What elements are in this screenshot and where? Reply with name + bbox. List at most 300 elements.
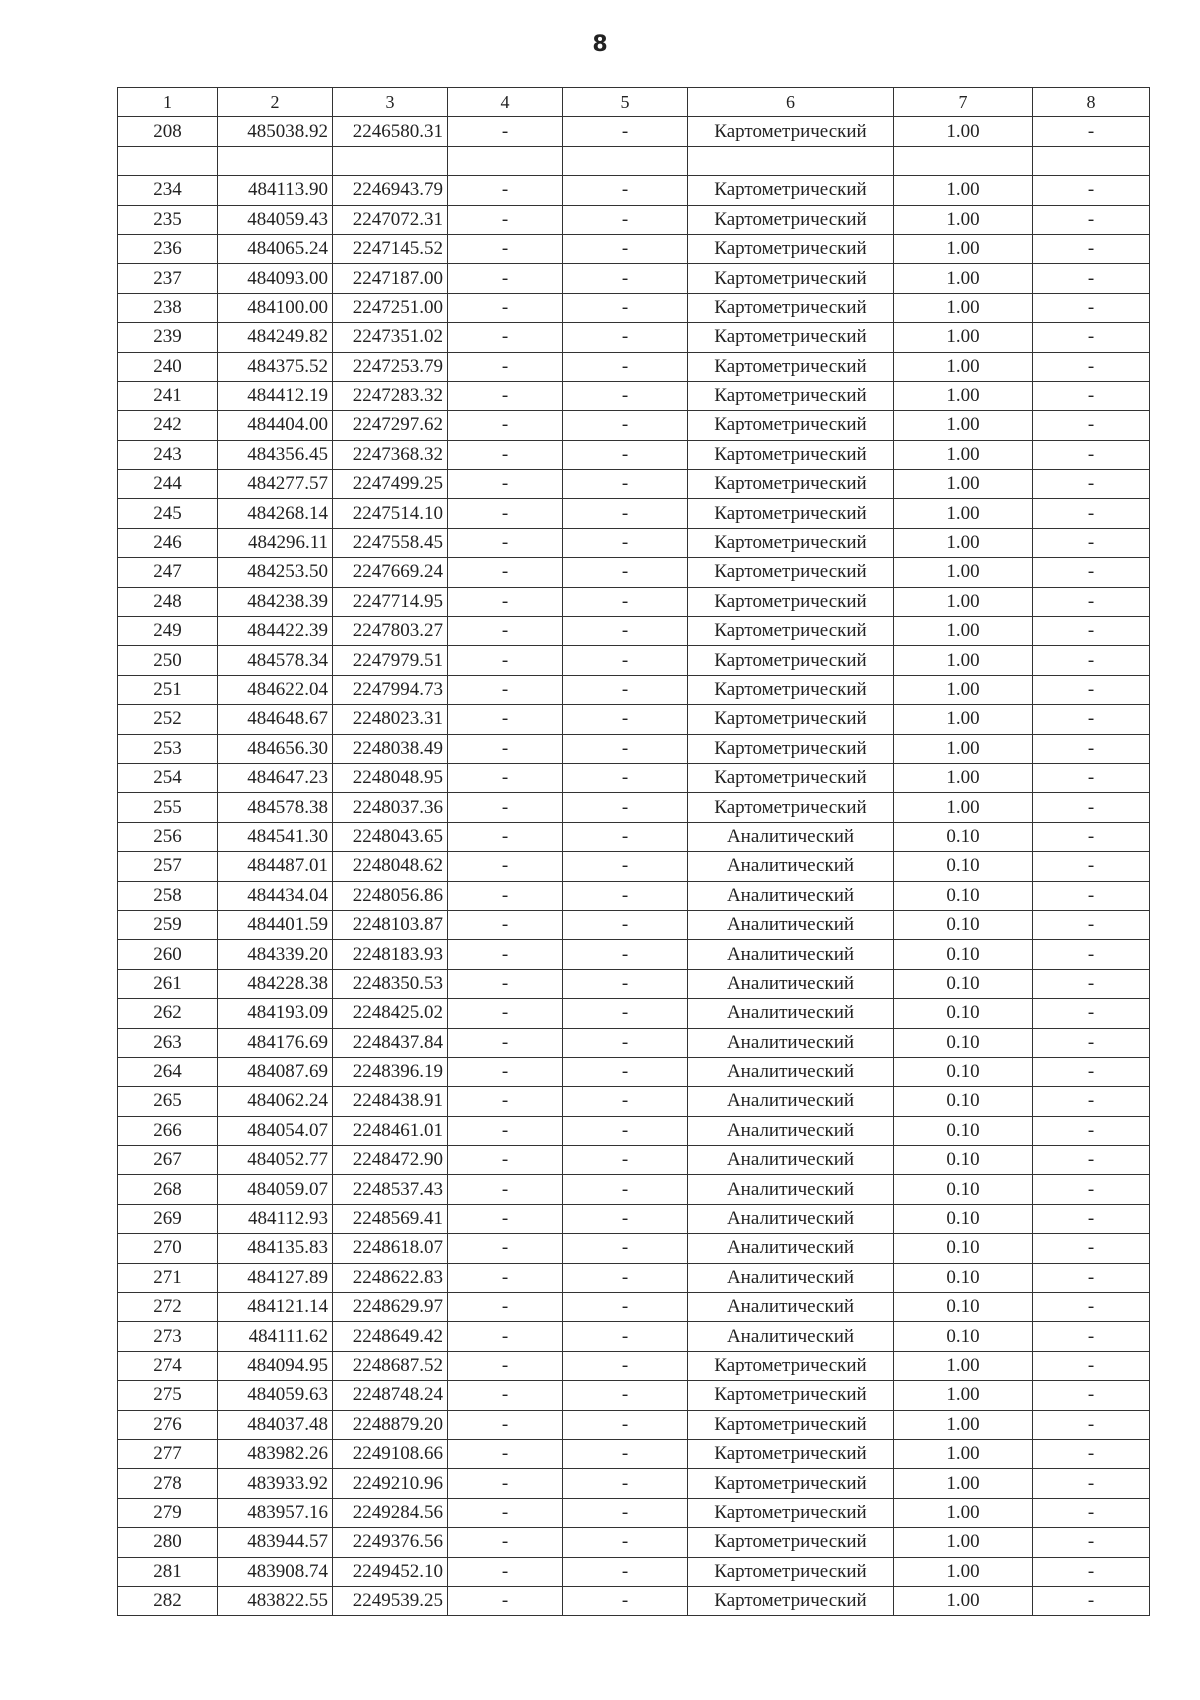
col4-cell: -	[448, 1057, 563, 1086]
point-number-cell: 276	[118, 1410, 218, 1439]
col8-cell: -	[1033, 1410, 1150, 1439]
table-row	[118, 1351, 1150, 1380]
accuracy-cell: 1.00	[894, 617, 1033, 646]
point-number-cell: 249	[118, 617, 218, 646]
accuracy-cell: 1.00	[894, 293, 1033, 322]
point-number-cell: 282	[118, 1586, 218, 1615]
method-cell: Аналитический	[688, 1263, 894, 1292]
method-cell: Картометрический	[688, 499, 894, 528]
y-coordinate-cell: 2247558.45	[333, 528, 448, 557]
table-row	[118, 499, 1150, 528]
accuracy-cell: 0.10	[894, 940, 1033, 969]
col4-cell: -	[448, 264, 563, 293]
x-coordinate-cell: 484059.63	[218, 1381, 333, 1410]
col5-cell: -	[563, 999, 688, 1028]
x-coordinate-cell: 484422.39	[218, 617, 333, 646]
table-row	[118, 1057, 1150, 1086]
col4-cell: -	[448, 705, 563, 734]
col8-cell: -	[1033, 293, 1150, 322]
col8-cell: -	[1033, 528, 1150, 557]
table-row	[118, 411, 1150, 440]
point-number-cell: 281	[118, 1557, 218, 1586]
col4-cell: -	[448, 1116, 563, 1145]
x-coordinate-cell: 484401.59	[218, 910, 333, 939]
y-coordinate-cell: 2248043.65	[333, 822, 448, 851]
method-cell: Картометрический	[688, 470, 894, 499]
col8-cell: -	[1033, 705, 1150, 734]
col8-cell: -	[1033, 205, 1150, 234]
col8-cell: -	[1033, 1263, 1150, 1292]
col8-cell: -	[1033, 234, 1150, 263]
x-coordinate-cell: 484100.00	[218, 293, 333, 322]
accuracy-cell: 1.00	[894, 234, 1033, 263]
col5-cell: -	[563, 1381, 688, 1410]
col5-cell	[563, 146, 688, 175]
table-row	[118, 146, 1150, 175]
col5-cell: -	[563, 1557, 688, 1586]
point-number-cell: 266	[118, 1116, 218, 1145]
col5-cell: -	[563, 763, 688, 792]
col8-cell: -	[1033, 1234, 1150, 1263]
accuracy-cell: 1.00	[894, 1439, 1033, 1468]
col4-cell: -	[448, 1087, 563, 1116]
x-coordinate-cell: 484404.00	[218, 411, 333, 440]
col8-cell: -	[1033, 117, 1150, 146]
x-coordinate-cell: 484112.93	[218, 1204, 333, 1233]
col4-cell: -	[448, 1410, 563, 1439]
x-coordinate-cell: 483957.16	[218, 1498, 333, 1527]
accuracy-cell: 1.00	[894, 1469, 1033, 1498]
col4-cell: -	[448, 1439, 563, 1468]
method-cell: Картометрический	[688, 1351, 894, 1380]
point-number-cell: 277	[118, 1439, 218, 1468]
x-coordinate-cell: 484434.04	[218, 881, 333, 910]
col4-cell: -	[448, 734, 563, 763]
point-number-cell: 262	[118, 999, 218, 1028]
col4-cell: -	[448, 234, 563, 263]
method-cell: Картометрический	[688, 617, 894, 646]
x-coordinate-cell: 484412.19	[218, 381, 333, 410]
accuracy-cell: 0.10	[894, 1322, 1033, 1351]
accuracy-cell: 1.00	[894, 528, 1033, 557]
table-row	[118, 734, 1150, 763]
col8-cell: -	[1033, 411, 1150, 440]
table-row	[118, 381, 1150, 410]
col4-cell: -	[448, 881, 563, 910]
point-number-cell: 257	[118, 852, 218, 881]
table-row	[118, 323, 1150, 352]
col4-cell: -	[448, 528, 563, 557]
col5-cell: -	[563, 323, 688, 352]
method-cell: Аналитический	[688, 1116, 894, 1145]
y-coordinate-cell: 2248023.31	[333, 705, 448, 734]
col8-cell: -	[1033, 1586, 1150, 1615]
column-header: 8	[1033, 88, 1150, 117]
x-coordinate-cell: 484356.45	[218, 440, 333, 469]
method-cell: Картометрический	[688, 440, 894, 469]
point-number-cell: 255	[118, 793, 218, 822]
col4-cell: -	[448, 117, 563, 146]
table-row	[118, 1234, 1150, 1263]
y-coordinate-cell: 2247499.25	[333, 470, 448, 499]
x-coordinate-cell: 484087.69	[218, 1057, 333, 1086]
col8-cell: -	[1033, 910, 1150, 939]
method-cell: Картометрический	[688, 763, 894, 792]
method-cell: Аналитический	[688, 969, 894, 998]
y-coordinate-cell: 2247979.51	[333, 646, 448, 675]
accuracy-cell: 0.10	[894, 1234, 1033, 1263]
col4-cell: -	[448, 999, 563, 1028]
x-coordinate-cell: 484578.34	[218, 646, 333, 675]
table-row	[118, 822, 1150, 851]
table-row	[118, 793, 1150, 822]
col8-cell: -	[1033, 1146, 1150, 1175]
point-number-cell: 263	[118, 1028, 218, 1057]
table-header-row	[118, 88, 1150, 117]
col8-cell: -	[1033, 881, 1150, 910]
col8-cell	[1033, 146, 1150, 175]
col5-cell: -	[563, 1175, 688, 1204]
column-header: 2	[218, 88, 333, 117]
col5-cell: -	[563, 1469, 688, 1498]
point-number-cell: 241	[118, 381, 218, 410]
y-coordinate-cell: 2249108.66	[333, 1439, 448, 1468]
table-row	[118, 940, 1150, 969]
col5-cell: -	[563, 793, 688, 822]
table-row	[118, 1557, 1150, 1586]
y-coordinate-cell: 2248537.43	[333, 1175, 448, 1204]
accuracy-cell: 0.10	[894, 999, 1033, 1028]
accuracy-cell: 1.00	[894, 176, 1033, 205]
point-number-cell: 251	[118, 675, 218, 704]
col5-cell: -	[563, 1116, 688, 1145]
x-coordinate-cell: 484193.09	[218, 999, 333, 1028]
point-number-cell: 270	[118, 1234, 218, 1263]
column-header: 7	[894, 88, 1033, 117]
y-coordinate-cell: 2247994.73	[333, 675, 448, 704]
point-number-cell: 261	[118, 969, 218, 998]
y-coordinate-cell: 2247803.27	[333, 617, 448, 646]
y-coordinate-cell: 2247145.52	[333, 234, 448, 263]
col5-cell: -	[563, 1263, 688, 1292]
x-coordinate-cell: 484541.30	[218, 822, 333, 851]
method-cell: Картометрический	[688, 734, 894, 763]
col5-cell: -	[563, 734, 688, 763]
x-coordinate-cell: 483944.57	[218, 1528, 333, 1557]
y-coordinate-cell: 2247351.02	[333, 323, 448, 352]
accuracy-cell: 0.10	[894, 1087, 1033, 1116]
col5-cell: -	[563, 1146, 688, 1175]
col8-cell: -	[1033, 822, 1150, 851]
col4-cell: -	[448, 1381, 563, 1410]
method-cell: Картометрический	[688, 352, 894, 381]
col8-cell: -	[1033, 1498, 1150, 1527]
accuracy-cell: 1.00	[894, 117, 1033, 146]
coordinates-table	[117, 87, 1150, 1616]
col5-cell: -	[563, 528, 688, 557]
col5-cell: -	[563, 881, 688, 910]
y-coordinate-cell: 2248183.93	[333, 940, 448, 969]
x-coordinate-cell: 484253.50	[218, 558, 333, 587]
table-row	[118, 587, 1150, 616]
col5-cell: -	[563, 705, 688, 734]
table-row	[118, 470, 1150, 499]
accuracy-cell: 1.00	[894, 411, 1033, 440]
col5-cell: -	[563, 1498, 688, 1527]
accuracy-cell: 0.10	[894, 881, 1033, 910]
col4-cell: -	[448, 1204, 563, 1233]
point-number-cell: 235	[118, 205, 218, 234]
x-coordinate-cell: 484062.24	[218, 1087, 333, 1116]
method-cell: Картометрический	[688, 117, 894, 146]
col5-cell: -	[563, 822, 688, 851]
table-row	[118, 1204, 1150, 1233]
accuracy-cell: 0.10	[894, 1146, 1033, 1175]
table-row	[118, 705, 1150, 734]
accuracy-cell: 0.10	[894, 1116, 1033, 1145]
col4-cell: -	[448, 675, 563, 704]
col5-cell: -	[563, 1028, 688, 1057]
y-coordinate-cell: 2247514.10	[333, 499, 448, 528]
x-coordinate-cell: 484059.43	[218, 205, 333, 234]
y-coordinate-cell: 2248048.62	[333, 852, 448, 881]
col8-cell: -	[1033, 499, 1150, 528]
table-row	[118, 1322, 1150, 1351]
col4-cell: -	[448, 617, 563, 646]
accuracy-cell: 0.10	[894, 1057, 1033, 1086]
col4-cell: -	[448, 440, 563, 469]
accuracy-cell: 1.00	[894, 352, 1033, 381]
col5-cell: -	[563, 1234, 688, 1263]
method-cell: Аналитический	[688, 1057, 894, 1086]
col4-cell: -	[448, 381, 563, 410]
accuracy-cell: 1.00	[894, 1498, 1033, 1527]
point-number-cell	[118, 146, 218, 175]
y-coordinate-cell: 2248056.86	[333, 881, 448, 910]
col8-cell: -	[1033, 1293, 1150, 1322]
table-row	[118, 969, 1150, 998]
x-coordinate-cell: 484647.23	[218, 763, 333, 792]
col8-cell: -	[1033, 1528, 1150, 1557]
table-row	[118, 264, 1150, 293]
col5-cell: -	[563, 1586, 688, 1615]
col8-cell: -	[1033, 1351, 1150, 1380]
col4-cell: -	[448, 499, 563, 528]
x-coordinate-cell: 484238.39	[218, 587, 333, 616]
col5-cell: -	[563, 617, 688, 646]
table-row	[118, 1498, 1150, 1527]
col5-cell: -	[563, 587, 688, 616]
table-row	[118, 1293, 1150, 1322]
accuracy-cell: 1.00	[894, 470, 1033, 499]
col4-cell: -	[448, 793, 563, 822]
column-header: 1	[118, 88, 218, 117]
y-coordinate-cell: 2248438.91	[333, 1087, 448, 1116]
x-coordinate-cell: 484059.07	[218, 1175, 333, 1204]
point-number-cell: 280	[118, 1528, 218, 1557]
col4-cell: -	[448, 293, 563, 322]
method-cell: Картометрический	[688, 793, 894, 822]
col4-cell: -	[448, 411, 563, 440]
point-number-cell: 268	[118, 1175, 218, 1204]
accuracy-cell: 1.00	[894, 1528, 1033, 1557]
table-row	[118, 293, 1150, 322]
col5-cell: -	[563, 234, 688, 263]
y-coordinate-cell: 2249539.25	[333, 1586, 448, 1615]
col8-cell: -	[1033, 617, 1150, 646]
table-row	[118, 1586, 1150, 1615]
y-coordinate-cell: 2248748.24	[333, 1381, 448, 1410]
accuracy-cell: 0.10	[894, 1175, 1033, 1204]
y-coordinate-cell: 2249284.56	[333, 1498, 448, 1527]
accuracy-cell: 0.10	[894, 822, 1033, 851]
point-number-cell: 279	[118, 1498, 218, 1527]
accuracy-cell: 0.10	[894, 969, 1033, 998]
x-coordinate-cell: 484268.14	[218, 499, 333, 528]
table-row	[118, 234, 1150, 263]
method-cell: Картометрический	[688, 205, 894, 234]
method-cell: Аналитический	[688, 1028, 894, 1057]
point-number-cell: 269	[118, 1204, 218, 1233]
point-number-cell: 250	[118, 646, 218, 675]
point-number-cell: 248	[118, 587, 218, 616]
x-coordinate-cell: 484135.83	[218, 1234, 333, 1263]
y-coordinate-cell: 2248461.01	[333, 1116, 448, 1145]
col4-cell: -	[448, 1263, 563, 1292]
table-row	[118, 528, 1150, 557]
point-number-cell: 272	[118, 1293, 218, 1322]
col8-cell: -	[1033, 1439, 1150, 1468]
col4-cell: -	[448, 1528, 563, 1557]
col5-cell: -	[563, 852, 688, 881]
method-cell: Аналитический	[688, 1204, 894, 1233]
accuracy-cell: 1.00	[894, 587, 1033, 616]
point-number-cell: 258	[118, 881, 218, 910]
point-number-cell: 273	[118, 1322, 218, 1351]
x-coordinate-cell: 485038.92	[218, 117, 333, 146]
point-number-cell: 234	[118, 176, 218, 205]
col5-cell: -	[563, 352, 688, 381]
table-row	[118, 558, 1150, 587]
col8-cell: -	[1033, 352, 1150, 381]
table-row	[118, 352, 1150, 381]
x-coordinate-cell	[218, 146, 333, 175]
x-coordinate-cell: 484296.11	[218, 528, 333, 557]
x-coordinate-cell: 484052.77	[218, 1146, 333, 1175]
col5-cell: -	[563, 1410, 688, 1439]
col5-cell: -	[563, 499, 688, 528]
point-number-cell: 278	[118, 1469, 218, 1498]
col4-cell: -	[448, 940, 563, 969]
accuracy-cell: 1.00	[894, 1557, 1033, 1586]
col5-cell: -	[563, 1322, 688, 1351]
accuracy-cell: 1.00	[894, 558, 1033, 587]
method-cell: Картометрический	[688, 323, 894, 352]
point-number-cell: 236	[118, 234, 218, 263]
method-cell: Картометрический	[688, 558, 894, 587]
table-row	[118, 881, 1150, 910]
x-coordinate-cell: 483822.55	[218, 1586, 333, 1615]
x-coordinate-cell: 483933.92	[218, 1469, 333, 1498]
point-number-cell: 274	[118, 1351, 218, 1380]
point-number-cell: 245	[118, 499, 218, 528]
table-row	[118, 1028, 1150, 1057]
y-coordinate-cell: 2248350.53	[333, 969, 448, 998]
table-row	[118, 646, 1150, 675]
method-cell: Картометрический	[688, 1439, 894, 1468]
col4-cell: -	[448, 910, 563, 939]
col5-cell: -	[563, 381, 688, 410]
accuracy-cell: 1.00	[894, 1381, 1033, 1410]
y-coordinate-cell: 2249452.10	[333, 1557, 448, 1586]
x-coordinate-cell: 484113.90	[218, 176, 333, 205]
method-cell: Картометрический	[688, 646, 894, 675]
method-cell: Картометрический	[688, 1469, 894, 1498]
method-cell: Аналитический	[688, 1087, 894, 1116]
accuracy-cell: 1.00	[894, 1410, 1033, 1439]
y-coordinate-cell: 2247669.24	[333, 558, 448, 587]
y-coordinate-cell: 2248103.87	[333, 910, 448, 939]
method-cell: Картометрический	[688, 176, 894, 205]
x-coordinate-cell: 484622.04	[218, 675, 333, 704]
x-coordinate-cell: 484648.67	[218, 705, 333, 734]
y-coordinate-cell: 2248629.97	[333, 1293, 448, 1322]
y-coordinate-cell: 2248037.36	[333, 793, 448, 822]
col5-cell: -	[563, 1439, 688, 1468]
x-coordinate-cell: 484249.82	[218, 323, 333, 352]
col4-cell: -	[448, 1175, 563, 1204]
col4-cell: -	[448, 1293, 563, 1322]
x-coordinate-cell: 484176.69	[218, 1028, 333, 1057]
x-coordinate-cell: 484277.57	[218, 470, 333, 499]
y-coordinate-cell	[333, 146, 448, 175]
y-coordinate-cell: 2247368.32	[333, 440, 448, 469]
table-row	[118, 763, 1150, 792]
point-number-cell: 239	[118, 323, 218, 352]
y-coordinate-cell: 2248038.49	[333, 734, 448, 763]
point-number-cell: 275	[118, 1381, 218, 1410]
col4-cell: -	[448, 1322, 563, 1351]
method-cell: Картометрический	[688, 1498, 894, 1527]
col4-cell: -	[448, 1557, 563, 1586]
col5-cell: -	[563, 558, 688, 587]
col8-cell: -	[1033, 323, 1150, 352]
col8-cell: -	[1033, 1322, 1150, 1351]
col8-cell: -	[1033, 1175, 1150, 1204]
method-cell: Картометрический	[688, 1410, 894, 1439]
table-row	[118, 1263, 1150, 1292]
point-number-cell: 271	[118, 1263, 218, 1292]
y-coordinate-cell: 2249210.96	[333, 1469, 448, 1498]
col4-cell: -	[448, 1028, 563, 1057]
x-coordinate-cell: 483908.74	[218, 1557, 333, 1586]
accuracy-cell: 0.10	[894, 852, 1033, 881]
accuracy-cell: 1.00	[894, 646, 1033, 675]
table-row	[118, 1381, 1150, 1410]
col5-cell: -	[563, 1057, 688, 1086]
col4-cell: -	[448, 558, 563, 587]
method-cell: Аналитический	[688, 1293, 894, 1322]
accuracy-cell: 1.00	[894, 675, 1033, 704]
method-cell: Картометрический	[688, 411, 894, 440]
method-cell: Картометрический	[688, 705, 894, 734]
point-number-cell: 253	[118, 734, 218, 763]
x-coordinate-cell: 484487.01	[218, 852, 333, 881]
col8-cell: -	[1033, 558, 1150, 587]
accuracy-cell: 0.10	[894, 910, 1033, 939]
x-coordinate-cell: 484339.20	[218, 940, 333, 969]
method-cell: Аналитический	[688, 1175, 894, 1204]
